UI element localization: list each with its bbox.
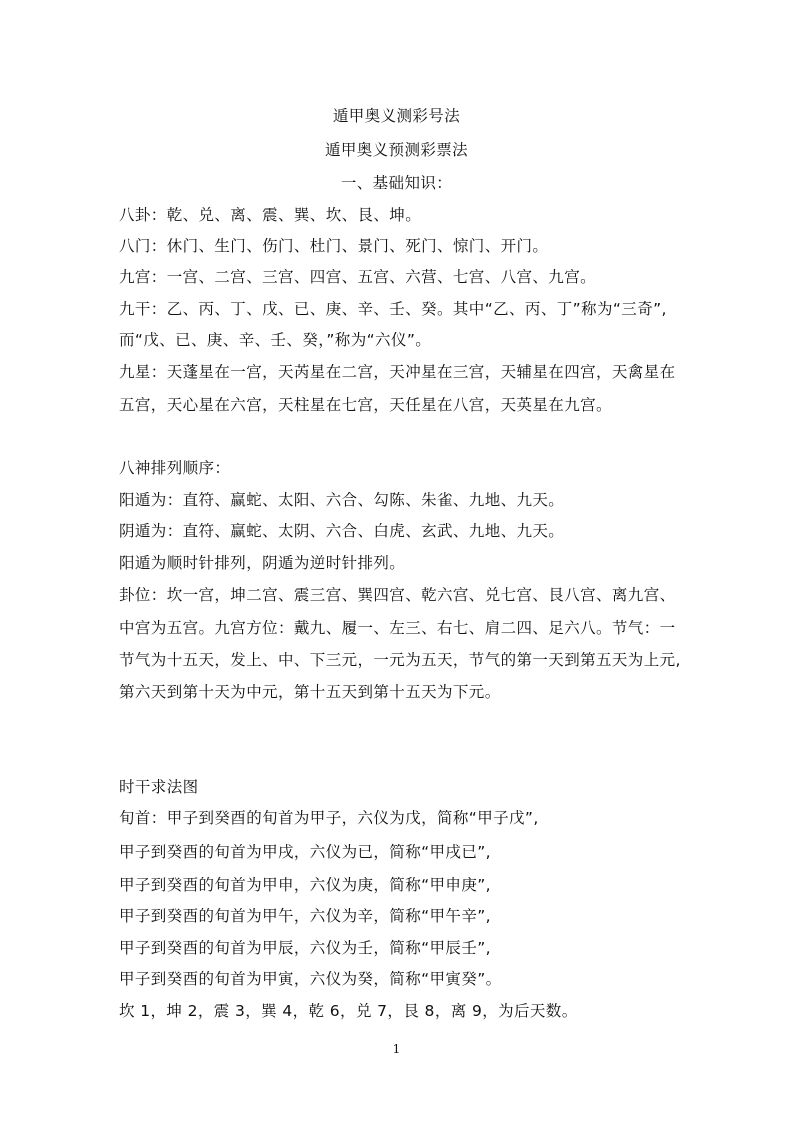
paragraph-line: 阳遁为顺时针排列，阴遁为逆时针排列。 [119,554,406,572]
paragraph-line: 节气为十五天，发上、中、下三元，一元为五天，节气的第一天到第五天为上元, [119,651,681,669]
paragraph-line: 而“戊、已、庚、辛、壬、癸，”称为“六仪”。 [119,331,432,349]
paragraph-line: 五宫，天心星在六宫，天柱星在七宫，天任星在八宫，天英星在九宫。 [119,396,612,414]
paragraph-line: 卦位：坎一宫，坤二宫、震三宫、巽四宫、乾六宫、兑七宫、艮八宫、离九宫、 [119,586,676,604]
paragraph-line: 甲子到癸酉的旬首为甲申，六仪为庚，简称“甲申庚”, [119,876,491,894]
paragraph-line: 九干：乙、丙、丁、戊、已、庚、辛、壬、癸。其中“乙、丙、丁”称为“三奇”, [119,300,667,318]
paragraph-heading: 八神排列顺序： [119,459,231,477]
paragraph-line: 旬首：甲子到癸酉的旬首为甲子，六仪为戊，简称“甲子戊”, [119,809,539,827]
paragraph-line: 中宫为五宫。九宫方位：戴九、履一、左三、右七、肩二四、足六八。节气：一 [119,619,676,637]
paragraph-line: 甲子到癸酉的旬首为甲戌，六仪为已，简称“甲戌已”, [119,843,491,861]
paragraph-line: 九星：天蓬星在一宫，天芮星在二宫，天冲星在三宫，天辅星在四宫，天禽星在 [119,363,676,381]
paragraph-line: 甲子到癸酉的旬首为甲寅，六仪为癸，简称“甲寅癸”。 [119,970,502,988]
document-subtitle: 遁甲奥义预测彩票法 [324,141,469,159]
paragraph-heading: 时干求法图 [119,778,199,796]
paragraph-line: 阳遁为：直符、赢蛇、太阳、六合、勾陈、朱雀、九地、九天。 [119,491,565,509]
paragraph-line: 九宫：一宫、二宫、三宫、四宫、五宫、六营、七宫、八宫、九宫。 [119,268,597,286]
document-title: 遁甲奥义测彩号法 [332,107,461,125]
paragraph-line: 八门：休门、生门、伤门、杜门、景门、死门、惊门、开门。 [119,237,549,255]
paragraph-line: 甲子到癸酉的旬首为甲辰，六仪为壬，简称“甲辰壬”, [119,939,491,957]
section-heading: 一、基础知识： [340,174,453,192]
paragraph-line: 八卦：乾、兑、离、震、巽、坎、艮、坤。 [119,206,422,224]
page-number: 1 [392,1042,401,1056]
paragraph-line: 坎 1，坤 2，震 3，巽 4，乾 6，兑 7，艮 8，离 9，为后天数。 [119,1002,578,1020]
paragraph-line: 阴遁为：直符、赢蛇、太阴、六合、白虎、玄武、九地、九天。 [119,522,565,540]
paragraph-line: 第六天到第十天为中元，第十五天到第十五天为下元。 [119,683,501,701]
paragraph-line: 甲子到癸酉的旬首为甲午，六仪为辛，简称“甲午辛”, [119,907,491,925]
